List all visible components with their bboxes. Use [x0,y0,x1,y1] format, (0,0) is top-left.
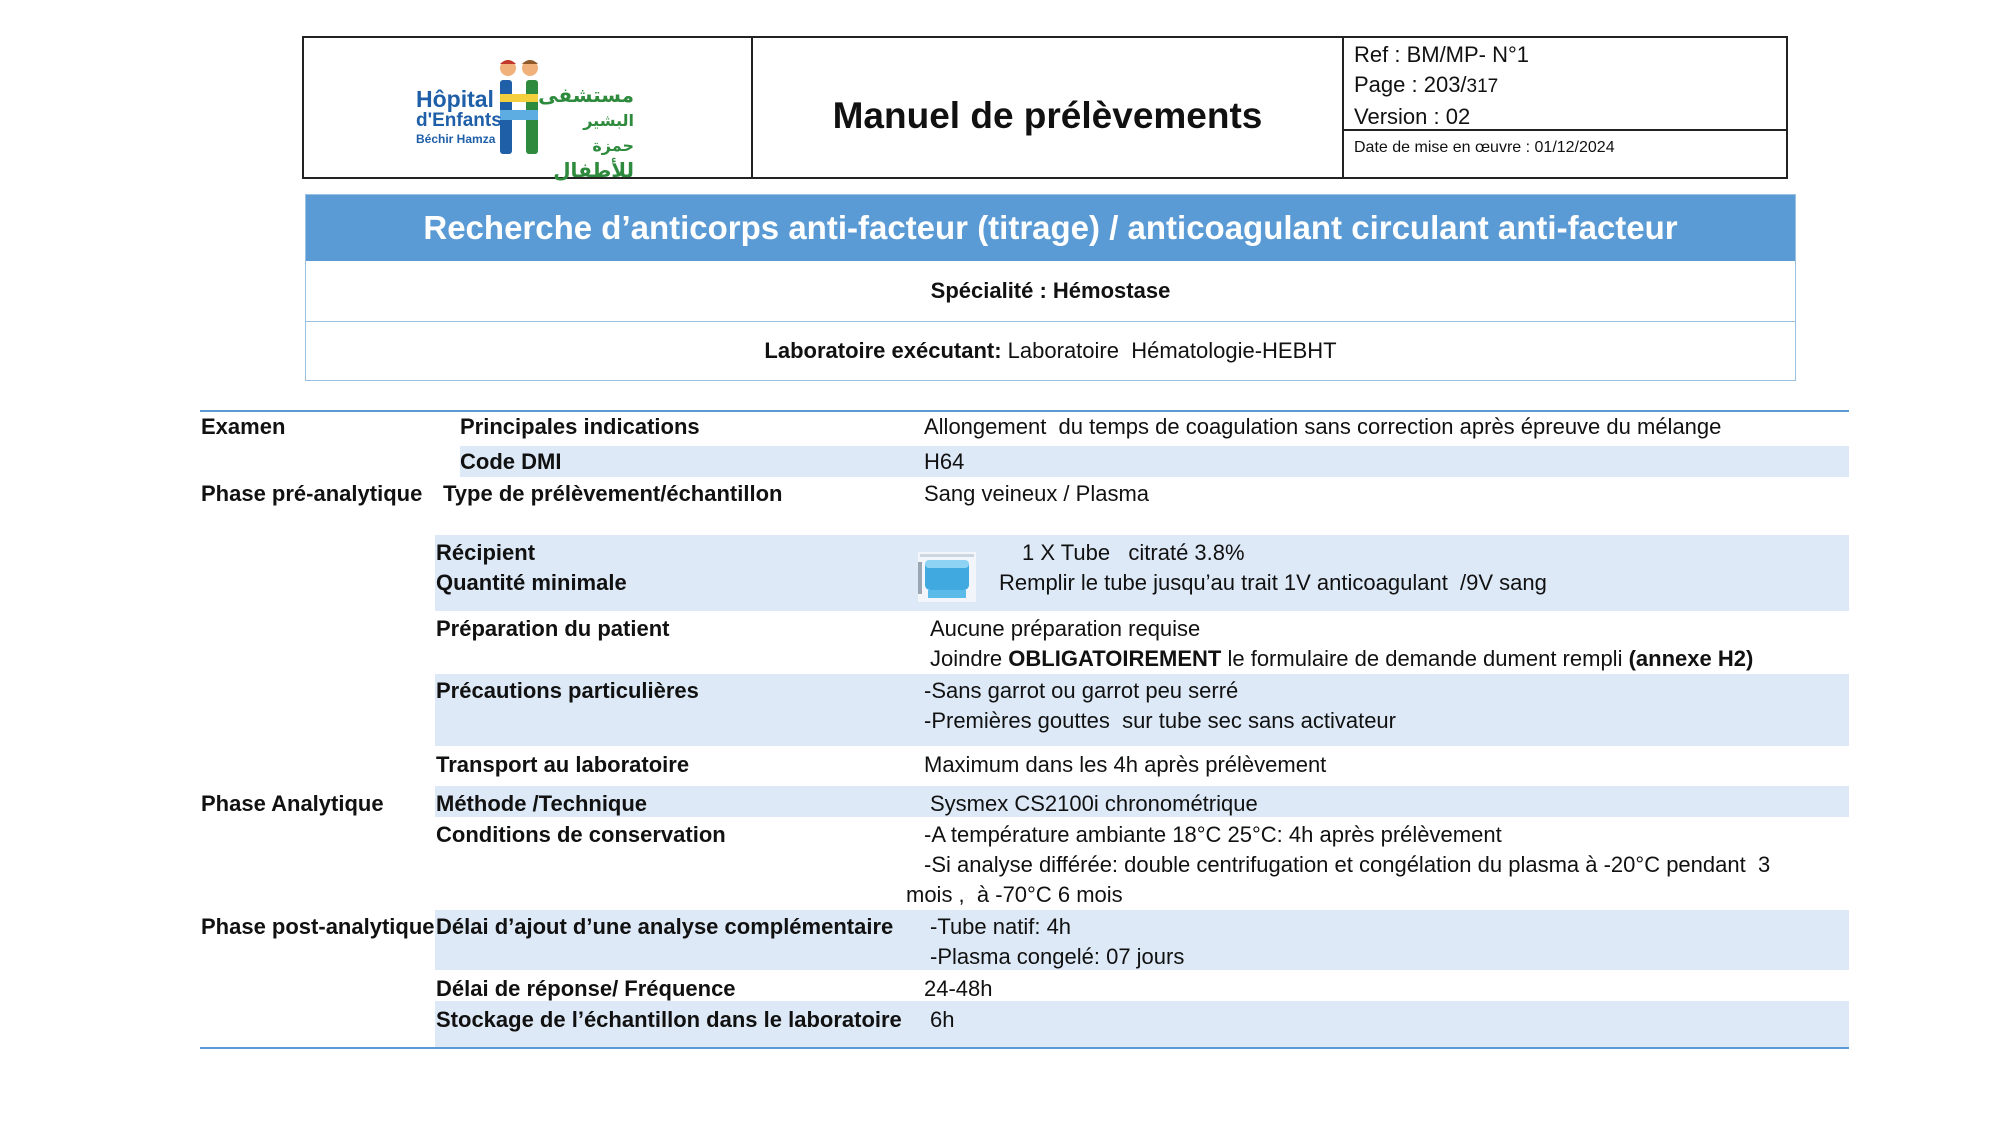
logo-ar-line2: البشير حمزة [583,113,634,155]
quantite-label: Quantité minimale [436,570,627,595]
effective-date: Date de mise en œuvre : 01/12/2024 [1354,139,1615,156]
dmi-value: H64 [924,449,965,474]
logo-ar-line3: للأطفال [553,160,634,182]
document-meta [1344,38,1786,177]
logo-cell [304,38,753,182]
logo-text-ar [538,84,634,184]
dmi-label: Code DMI [460,449,562,474]
phase-examen: Examen [201,414,286,439]
table-bottom-rule [200,1047,1849,1049]
logo-ar-line1: مستشفى [538,85,634,107]
exam-title: Recherche d’anticorps anti-facteur (titrage) / anticoagulant circulant anti-facteur [306,195,1795,261]
logo-line1: Hôpital [416,86,494,112]
logo-line2: d'Enfants [416,110,502,131]
logo-text-fr [416,88,502,146]
specialite: Spécialité : Hémostase [306,261,1795,322]
recipient-value: 1 X Tube citraté 3.8% [1022,540,1245,565]
document-header [302,36,1788,182]
stockage-value: 6h [930,1007,955,1032]
precautions-line2: -Premières gouttes sur tube sec sans activateur [924,708,1396,733]
version-number: Version : 02 [1354,104,1471,129]
preparation-line1: Aucune préparation requise [930,616,1201,641]
laboratoire-value: Laboratoire Hématologie-HEBHT [1001,337,1337,363]
type-label: Type de prélèvement/échantillon [443,481,783,506]
recipient-label: Récipient [436,540,536,565]
methode-label: Méthode /Technique [436,791,648,816]
delai-ajout-line1: -Tube natif: 4h [930,914,1072,939]
phase-pre-analytique: Phase pré-analytique [201,481,423,506]
conservation-label: Conditions de conservation [436,822,726,847]
transport-label: Transport au laboratoire [436,752,690,777]
preparation-label: Préparation du patient [436,616,670,641]
quantite-value: Remplir le tube jusqu’au trait 1V anticoagulant /9V sang [999,570,1547,595]
ref-number: Ref : BM/MP- N°1 [1354,42,1530,67]
delai-ajout-line2: -Plasma congelé: 07 jours [930,944,1185,969]
conservation-line3: mois , à -70°C 6 mois [906,882,1123,907]
indications-label: Principales indications [460,414,700,439]
exam-banner [305,194,1796,381]
page-title: Manuel de prélèvements [753,38,1344,177]
reponse-label: Délai de réponse/ Fréquence [436,976,736,1001]
meta-ref-block [1344,38,1786,131]
phase-analytique: Phase Analytique [201,791,384,816]
phase-post-analytique: Phase post-analytique [201,914,435,939]
precautions-label: Précautions particulières [436,678,699,703]
preparation-line2: Joindre OBLIGATOIREMENT le formulaire de demande dument rempli (annexe H2) [930,646,1754,671]
band-dmi [460,446,1849,477]
laboratoire-executant [306,321,1795,380]
methode-value: Sysmex CS2100i chronométrique [930,791,1258,816]
laboratoire-label: Laboratoire exécutant: [764,337,1002,363]
type-value: Sang veineux / Plasma [924,481,1150,506]
indications-value: Allongement du temps de coagulation sans correction après épreuve du mélange [924,414,1722,439]
transport-value: Maximum dans les 4h après prélèvement [924,752,1327,777]
delai-ajout-label: Délai d’ajout d’une analyse complémentaire [436,914,894,939]
precautions-line1: -Sans garrot ou garrot peu serré [924,678,1239,703]
stockage-label: Stockage de l’échantillon dans le laboratoire [436,1007,902,1032]
logo-line3: Béchir Hamza [416,132,496,146]
conservation-line1: -A température ambiante 18°C 25°C: 4h après prélèvement [924,822,1502,847]
reponse-value: 24-48h [924,976,993,1001]
page-number: Page : 203/317 [1354,72,1499,97]
conservation-line2: -Si analyse différée: double centrifugation et congélation du plasma à -20°C pendant 3 [924,852,1771,877]
citrate-tube-icon [918,552,976,602]
